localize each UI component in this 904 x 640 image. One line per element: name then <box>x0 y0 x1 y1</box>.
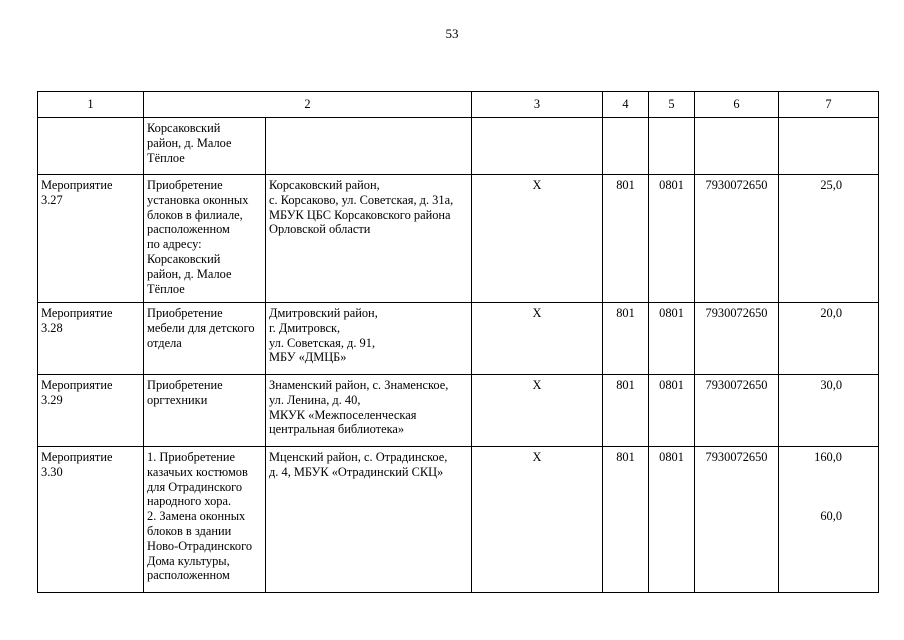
sum-cell <box>779 118 879 175</box>
address-cell: Дмитровский район, г. Дмитровск, ул. Советская, д. 91, МБУ «ДМЦБ» <box>266 303 472 375</box>
x-cell: X <box>472 303 603 375</box>
header-cell-7: 7 <box>779 92 879 118</box>
code-b-cell: 0801 <box>649 303 695 375</box>
x-cell <box>472 118 603 175</box>
code-b-cell <box>649 118 695 175</box>
table-row <box>38 118 879 175</box>
header-cell-6: 6 <box>695 92 779 118</box>
sum-cell <box>779 175 879 303</box>
work-cell: Приобретение установка оконных блоков в филиале, расположенном по адресу: Корсаковский район, д. Малое Тёплое <box>144 175 266 303</box>
table-row <box>38 375 879 447</box>
page-number: 53 <box>445 26 459 41</box>
sum-cell <box>779 375 879 447</box>
address-cell <box>266 118 472 175</box>
sum-cell <box>779 303 879 375</box>
x-cell: X <box>472 175 603 303</box>
table-row <box>38 303 879 375</box>
address-cell: Знаменский район, с. Знаменское, ул. Ленина, д. 40, МКУК «Межпоселенческая центральная библиотека» <box>266 375 472 447</box>
code-a-cell: 801 <box>603 375 649 447</box>
code-a-cell: 801 <box>603 447 649 593</box>
header-cell-1: 1 <box>38 92 144 118</box>
sum-value: 60,0 <box>820 508 843 523</box>
sum-value: 30,0 <box>820 378 843 392</box>
work-cell: Корсаковский район, д. Малое Тёплое <box>144 118 266 175</box>
address-cell: Мценский район, с. Отрадинское, д. 4, МБУК «Отрадинский СКЦ» <box>266 447 472 593</box>
code-b-cell: 0801 <box>649 175 695 303</box>
address-cell: Корсаковский район, с. Корсаково, ул. Советская, д. 31а, МБУК ЦБС Корсаковского района Орловской области <box>266 175 472 303</box>
event-cell <box>38 118 144 175</box>
table-row <box>38 447 879 593</box>
budget-table <box>37 91 879 593</box>
work-cell: Приобретение оргтехники <box>144 375 266 447</box>
event-cell: Мероприятие 3.27 <box>38 175 144 303</box>
code-c-cell: 7930072650 <box>695 175 779 303</box>
x-cell: X <box>472 375 603 447</box>
sum-value: 25,0 <box>820 178 843 192</box>
sum-spacer <box>782 465 842 509</box>
header-cell-4: 4 <box>603 92 649 118</box>
sum-value: 160,0 <box>814 450 843 464</box>
code-a-cell: 801 <box>603 303 649 375</box>
event-cell: Мероприятие 3.30 <box>38 447 144 593</box>
code-b-cell: 0801 <box>649 375 695 447</box>
header-cell-2: 2 <box>144 92 472 118</box>
header-cell-5: 5 <box>649 92 695 118</box>
code-c-cell: 7930072650 <box>695 303 779 375</box>
work-cell: Приобретение мебели для детского отдела <box>144 303 266 375</box>
sum-cell <box>779 447 879 593</box>
header-cell-3: 3 <box>472 92 603 118</box>
code-c-cell <box>695 118 779 175</box>
code-c-cell: 7930072650 <box>695 447 779 593</box>
code-a-cell: 801 <box>603 175 649 303</box>
x-cell: X <box>472 447 603 593</box>
sum-value: 20,0 <box>820 306 843 320</box>
work-cell: 1. Приобретение казачьих костюмов для Отрадинского народного хора. 2. Замена оконных блоков в здании Ново-Отрадинского Дома культуры, расположенном <box>144 447 266 593</box>
event-cell: Мероприятие 3.29 <box>38 375 144 447</box>
header-row <box>38 92 879 118</box>
code-b-cell: 0801 <box>649 447 695 593</box>
event-cell: Мероприятие 3.28 <box>38 303 144 375</box>
code-a-cell <box>603 118 649 175</box>
code-c-cell: 7930072650 <box>695 375 779 447</box>
table-row <box>38 175 879 303</box>
